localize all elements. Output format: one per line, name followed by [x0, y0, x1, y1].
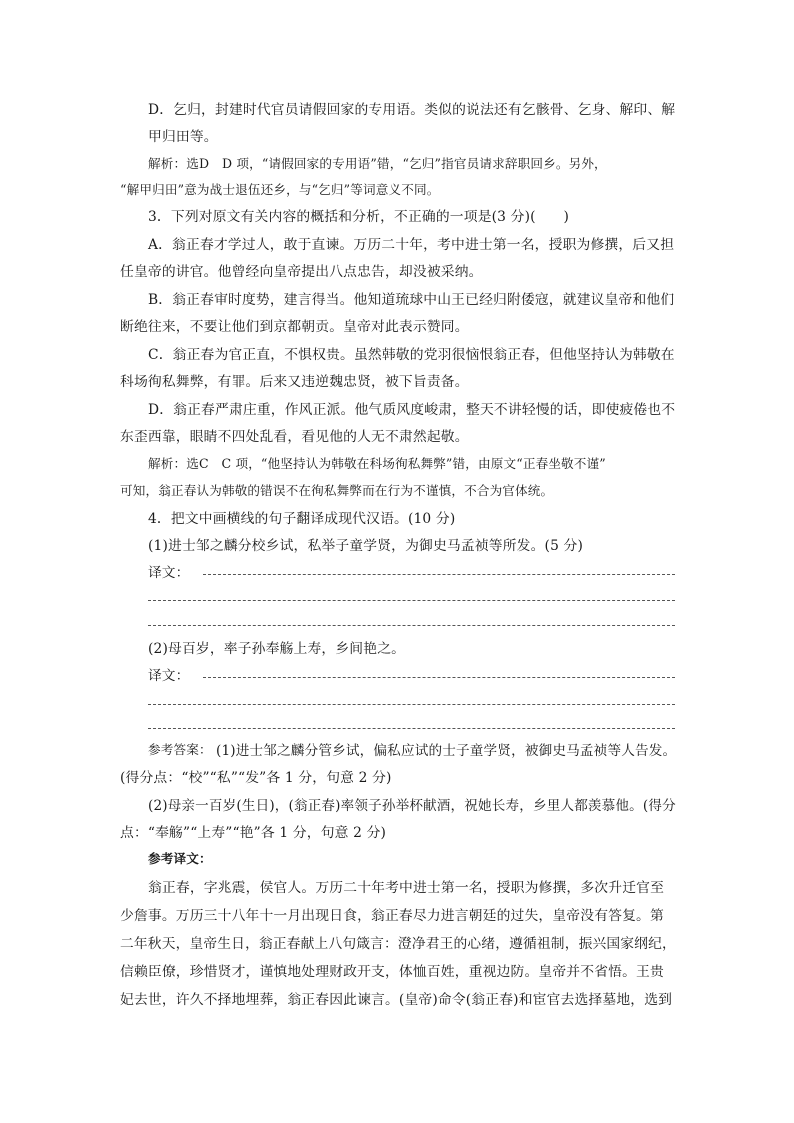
answer-1-line-2: (得分点：“校”“私”“发”各 1 分，句意 2 分): [120, 770, 392, 786]
answer-blank-line[interactable]: [148, 704, 675, 705]
answer-blank-line[interactable]: [148, 600, 675, 601]
q3-option-d-line-1: D．翁正春严肃庄重，作风正派。他气质风度峻肃，整天不讲轻慢的话，即使疲倦也不: [148, 402, 676, 418]
q4-sentence-1: (1)进士邹之麟分校乡试，私举子童学贤，为御史马孟祯等所发。(5 分): [148, 538, 584, 554]
answer-2-line-2: 点：“奉觞”“上寿”“艳”各 1 分，句意 2 分): [120, 825, 387, 841]
reference-translation-line-5: 妃去世，许久不择地埋葬，翁正春因此谏言。(皇帝)命令(翁正春)和宦官去选择墓地，选到: [120, 992, 673, 1008]
answer-2-line-1: (2)母亲一百岁(生日)，(翁正春)率领子孙举杯献酒，祝她长寿，乡里人都羡慕他。(得分: [148, 798, 676, 814]
q3-analysis-line-1: 解析：选C C 项，“他坚持认为韩敬在科场徇私舞弊”错，由原文“正春坐敬不谨”: [148, 456, 606, 471]
q3-analysis-line-2: 可知，翁正春认为韩敬的错误不在徇私舞弊而在行为不谨慎，不合为官体统。: [120, 483, 554, 498]
reference-translation-line-2: 少詹事。万历三十八年十一月出现日食，翁正春尽力进言朝廷的过失，皇帝没有答复。第: [120, 908, 664, 924]
answer-blank-line[interactable]: [148, 728, 675, 729]
answer-1-line-1: (1)进士邹之麟分管乡试，偏私应试的士子童学贤，被御史马孟祯等人告发。: [216, 743, 677, 759]
q3-option-a-line-2: 任皇帝的讲官。他曾经向皇帝提出八点忠告，却没被采纳。: [120, 264, 483, 280]
reference-translation-line-1: 翁正春，字兆震，侯官人。万历二十年考中进士第一名，授职为修撰，多次升迁官至: [148, 880, 665, 896]
q3-option-c-line-2: 科场徇私舞弊，有罪。后来又违逆魏忠贤，被下旨责备。: [120, 374, 469, 390]
analysis-q2-line-2: “解甲归田”意为战士退伍还乡，与“乞归”等词意义不同。: [120, 182, 440, 197]
translation-label-2: 译文：: [148, 668, 190, 684]
question-4-stem: 4．把文中画横线的句子翻译成现代汉语。(10 分): [148, 511, 456, 527]
translation-label-1: 译文：: [148, 565, 190, 581]
answer-blank-line[interactable]: [148, 625, 675, 626]
reference-translation-heading: 参考译文：: [148, 851, 212, 866]
reference-translation-line-3: 二年秋天，皇帝生日，翁正春献上八句箴言：澄净君王的心绪，遵循祖制，振兴国家纲纪，: [120, 936, 676, 952]
answer-blank-line[interactable]: [203, 574, 675, 575]
question-3-stem: 3．下列对原文有关内容的概括和分析，不正确的一项是(3 分)( ): [148, 209, 570, 225]
option-d-line-1: D．乞归，封建时代官员请假回家的专用语。类似的说法还有乞骸骨、乞身、解印、解: [148, 102, 676, 118]
answer-blank-line[interactable]: [203, 677, 675, 678]
q3-option-a-line-1: A．翁正春才学过人，敢于直谏。万历二十年，考中进士第一名，授职为修撰，后又担: [148, 237, 675, 253]
q3-option-b-line-2: 断绝往来，不要让他们到京都朝贡。皇帝对此表示赞同。: [120, 319, 469, 335]
q3-option-d-line-2: 东歪西靠，眼睛不四处乱看，看见他的人无不肃然起敬。: [120, 429, 469, 445]
option-d-line-2: 甲归田等。: [148, 129, 218, 145]
reference-translation-line-4: 信赖臣僚，珍惜贤才，谨慎地处理财政开支，体恤百姓，重视边防。皇帝并不省悟。王贵: [120, 964, 664, 980]
q3-option-b-line-1: B．翁正春审时度势，建言得当。他知道琉球中山王已经归附倭寇，就建议皇帝和他们: [148, 292, 675, 308]
analysis-q2-line-1: 解析：选D D 项，“请假回家的专用语”错，“乞归”指官员请求辞职回乡。另外，: [148, 156, 607, 171]
answer-heading: 参考答案：: [148, 742, 212, 757]
q3-option-c-line-1: C．翁正春为官正直，不惧权贵。虽然韩敬的党羽很恼恨翁正春，但他坚持认为韩敬在: [148, 347, 675, 363]
q4-sentence-2: (2)母百岁，率子孙奉觞上寿，乡间艳之。: [148, 641, 406, 657]
